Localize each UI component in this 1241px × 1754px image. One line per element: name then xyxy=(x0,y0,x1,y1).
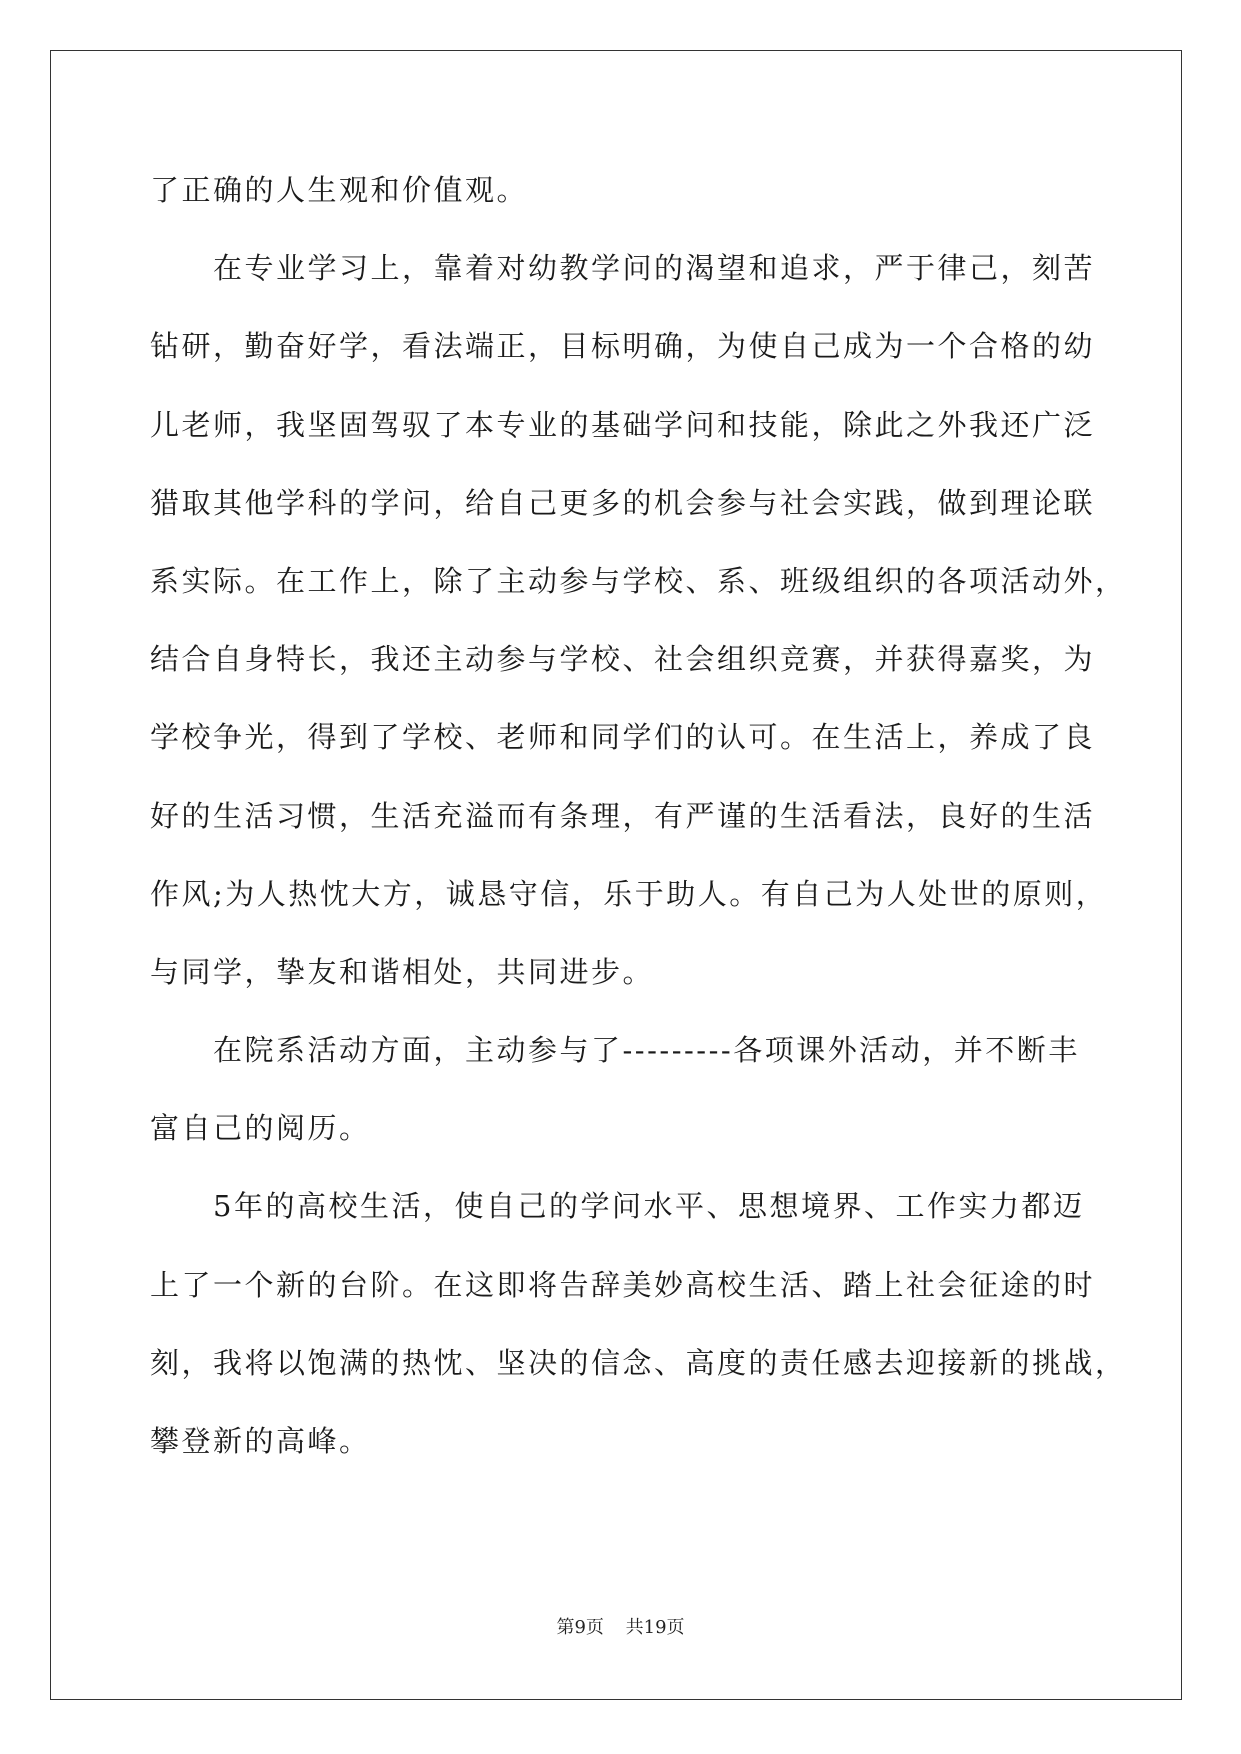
text-line: 刻，我将以饱满的热忱、坚决的信念、高度的责任感去迎接新的挑战， xyxy=(150,1345,1127,1380)
text-line: 5年的高校生活，使自己的学问水平、思想境界、工作实力都迈 xyxy=(213,1189,1085,1224)
text-line: 上了一个新的台阶。在这即将告辞美妙高校生活、踏上社会征途的时 xyxy=(150,1267,1096,1302)
text-line: 在专业学习上，靠着对幼教学问的渴望和追求，严于律己，刻苦 xyxy=(213,251,1096,286)
page-number: 第9页 xyxy=(556,1617,604,1638)
text-line: 学校争光，得到了学校、老师和同学们的认可。在生活上，养成了良 xyxy=(150,720,1096,755)
text-line: 与同学，挚友和谐相处，共同进步。 xyxy=(150,954,655,989)
text-line: 猎取其他学科的学问，给自己更多的机会参与社会实践，做到理论联 xyxy=(150,485,1096,520)
text-line: 在院系活动方面，主动参与了---------各项课外活动，并不断丰 xyxy=(213,1033,1080,1068)
text-line: 好的生活习惯，生活充溢而有条理，有严谨的生活看法，良好的生活 xyxy=(150,798,1096,833)
document-body xyxy=(150,151,1127,1480)
text-line: 了正确的人生观和价值观。 xyxy=(150,173,529,207)
text-line: 攀登新的高峰。 xyxy=(150,1424,371,1458)
page-total: 共19页 xyxy=(625,1617,685,1638)
text-line: 系实际。在工作上，除了主动参与学校、系、班级组织的各项活动外， xyxy=(150,563,1127,598)
page-footer xyxy=(0,1613,1241,1639)
text-line: 富自己的阅历。 xyxy=(150,1111,371,1146)
text-line: 钻研，勤奋好学，看法端正，目标明确，为使自己成为一个合格的幼 xyxy=(150,329,1096,364)
text-line: 儿老师，我坚固驾驭了本专业的基础学问和技能，除此之外我还广泛 xyxy=(150,407,1096,442)
text-line: 结合自身特长，我还主动参与学校、社会组织竞赛，并获得嘉奖，为 xyxy=(150,642,1096,677)
text-line: 作风;为人热忱大方，诚恳守信，乐于助人。有自己为人处世的原则， xyxy=(150,876,1108,911)
